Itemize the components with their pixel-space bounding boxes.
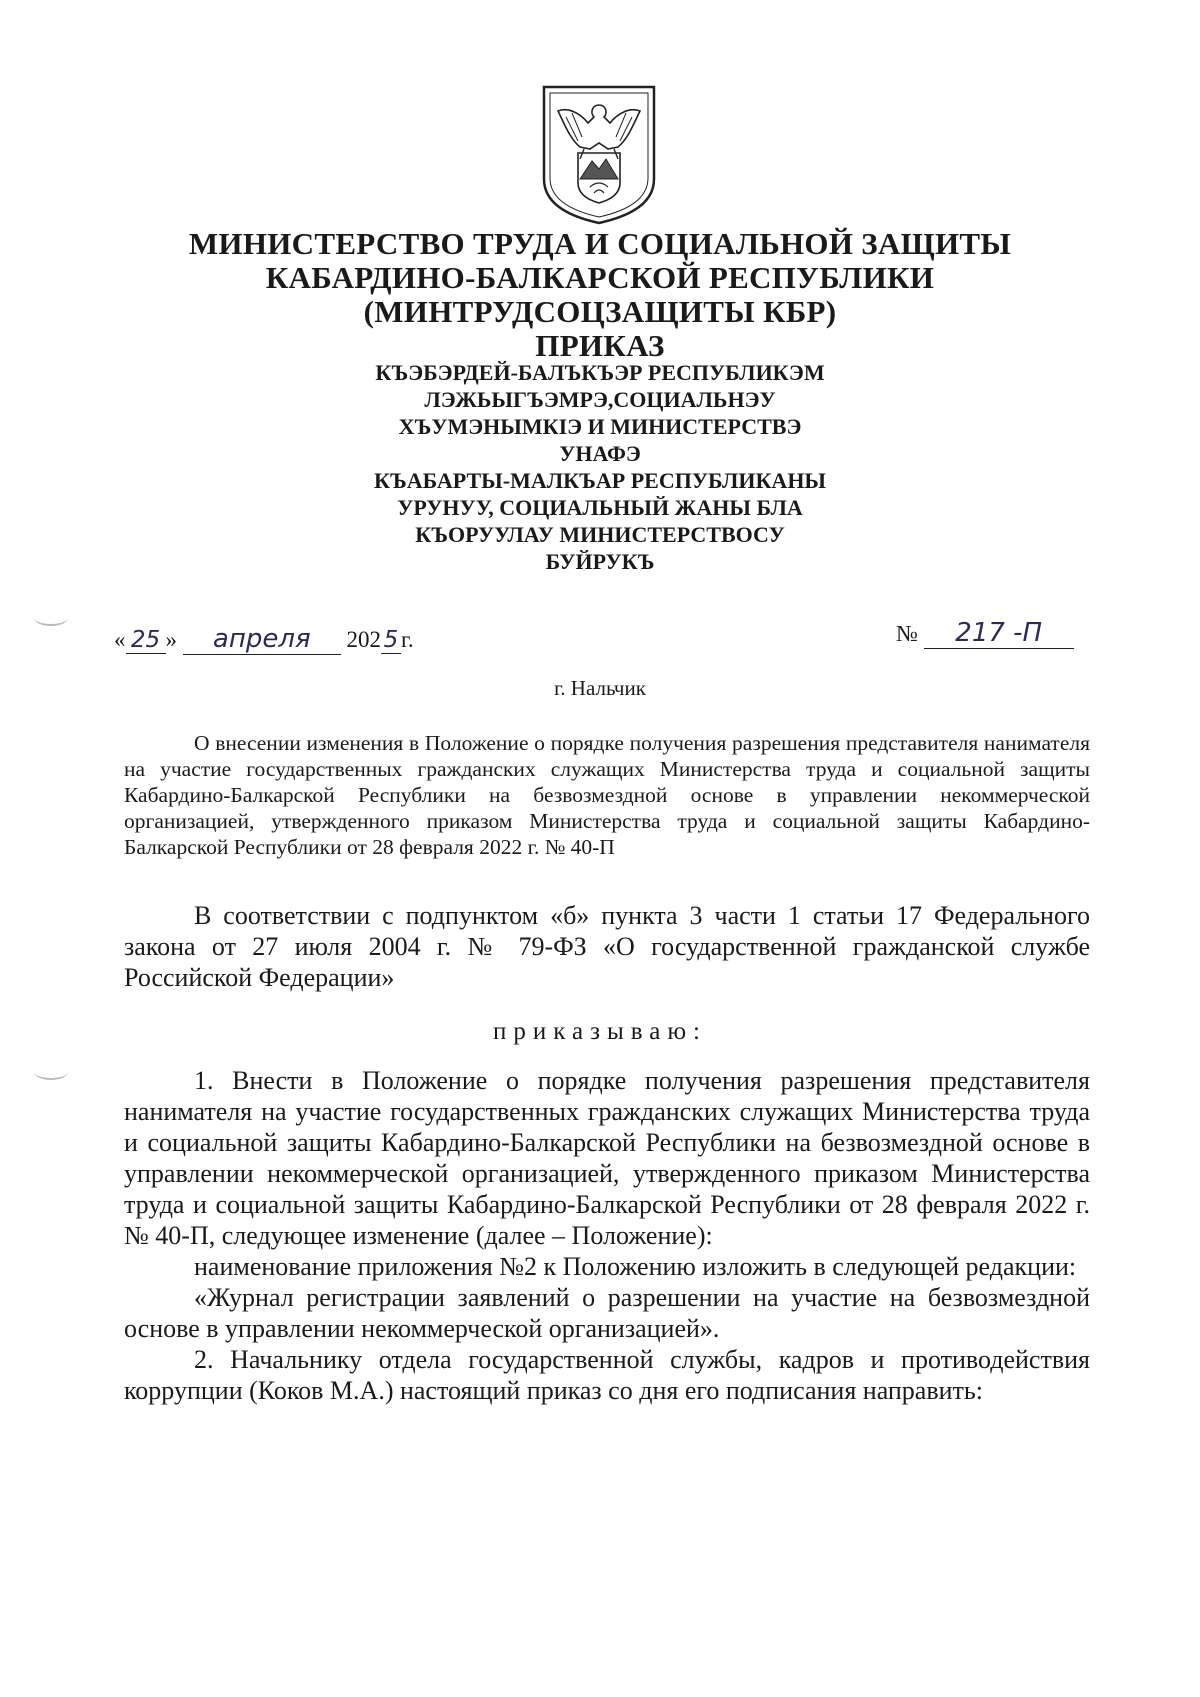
order-body <box>124 1065 1090 1406</box>
paragraph-2: 2. Начальнику отдела государственной службы, кадров и противодействия коррупции (Коков М.А.) настоящий приказ со дня его подписания направить: <box>124 1345 1090 1405</box>
date-year-digit-handwritten: 5 <box>381 627 401 654</box>
krc-name-line-1: КЪАБАРТЫ-МАЛКЪАР РЕСПУБЛИКАНЫ <box>373 468 827 493</box>
date-close-quote: » <box>165 627 177 652</box>
document-type-kbd: УНАФЭ <box>559 441 641 466</box>
ministry-abbreviation: (МИНТРУДСОЦЗАЩИТЫ КБР) <box>363 294 837 329</box>
legal-basis: В соответствии с подпунктом «б» пункта 3 части 1 статьи 17 Федерального закона от 27 июля 2004 г. № 79-ФЗ «О государственной гражданской службе Российской Федерации» <box>124 901 1090 992</box>
order-date <box>114 624 414 655</box>
scan-punch-mark <box>34 1064 68 1080</box>
coat-of-arms-emblem <box>540 83 658 225</box>
paragraph-appendix-title: наименование приложения №2 к Положению изложить в следующей редакции: <box>194 1252 1077 1281</box>
order-word: приказываю: <box>493 1018 707 1045</box>
paragraph-1: 1. Внести в Положение о порядке получения разрешения представителя нанимателя на участие государственных гражданских служащих Министерства труда и социальной защиты Кабардино-Балкарской Республики на безвозмездной основе в управлении некоммерческой организацией, утвержденного приказом Министерства труда и социальной защиты Кабардино-Балкарской Республики от 28 февраля 2022 г. № 40-П, следующее изменение (далее – Положение): <box>124 1066 1090 1250</box>
order-number <box>896 618 1074 649</box>
kbd-name-line-1: КЪЭБЭРДЕЙ-БАЛЪКЪЭР РЕСПУБЛИКЭМ <box>375 360 825 385</box>
number-label: № <box>896 621 918 646</box>
document-type-ru: ПРИКАЗ <box>535 328 665 363</box>
date-suffix: г. <box>401 627 414 652</box>
document-type-krc: БУЙРУКЪ <box>545 549 655 574</box>
krc-name-line-3: КЪОРУУЛАУ МИНИСТЕРСТВОСУ <box>415 522 785 547</box>
scan-punch-mark <box>34 610 68 626</box>
paragraph-journal-name: «Журнал регистрации заявлений о разрешении на участие на безвозмездной основе в управлении некоммерческой организацией». <box>124 1283 1090 1343</box>
number-value-handwritten: 217 -П <box>924 618 1074 649</box>
date-month-handwritten: апреля <box>183 624 341 655</box>
date-day-handwritten: 25 <box>126 627 166 654</box>
city-name: г. Нальчик <box>554 676 646 700</box>
order-subject: О внесении изменения в Положение о порядке получения разрешения представителя нанимателя на участие государственных гражданских служащих Министерства труда и социальной защиты Кабардино-Балкарской Республики на безвозмездной основе в управлении некоммерческой организацией, утвержденного приказом Министерства труда и социальной защиты Кабардино-Балкарской Республики от 28 февраля 2022 г. № 40-П <box>124 731 1090 859</box>
date-open-quote: « <box>114 627 126 652</box>
kbd-name-line-2: ЛЭЖЬЫГЪЭМРЭ,СОЦИАЛЬНЭУ <box>424 387 776 412</box>
ministry-name-line-2: КАБАРДИНО-БАЛКАРСКОЙ РЕСПУБЛИКИ <box>265 260 935 295</box>
kbd-name-line-3: ХЪУМЭНЫМКIЭ И МИНИСТЕРСТВЭ <box>398 414 802 439</box>
ministry-name-line-1: МИНИСТЕРСТВО ТРУДА И СОЦИАЛЬНОЙ ЗАЩИТЫ <box>188 226 1012 261</box>
krc-name-line-2: УРУНУУ, СОЦИАЛЬНЫЙ ЖАНЫ БЛА <box>397 495 803 520</box>
date-year-prefix: 202 <box>346 627 381 652</box>
